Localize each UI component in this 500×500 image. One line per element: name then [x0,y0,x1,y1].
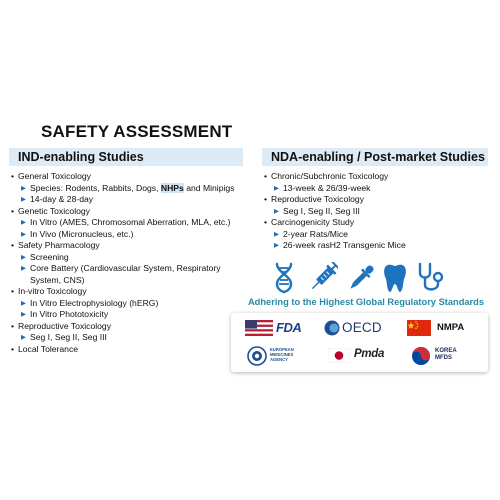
study-category: • General Toxicology [11,171,243,183]
study-detail [11,252,243,264]
study-icons [270,262,450,296]
study-detail [11,194,243,206]
regulatory-standards-title: Adhering to the Highest Global Regulatory Standards [247,297,485,307]
study-category: • Local Tolerance [11,344,243,356]
study-detail-text: 13-week & 26/39-week [283,182,371,193]
study-detail-text: Seg I, Seg II, Seg III [283,205,360,216]
study-detail-text: In Vitro (AMES, Chromosomal Aberration, MLA, etc.) [30,217,231,227]
triangle-bullet-icon: ▶ [21,334,26,341]
study-detail-text: Seg I, Seg II, Seg III [30,332,107,342]
study-category: • Reproductive Toxicology [11,321,243,333]
study-detail-text: Species: Rodents, Rabbits, Dogs, [30,182,161,193]
study-detail-text: 14-day & 28-day [30,194,94,204]
oecd-globe-icon [324,320,340,336]
study-detail-text: 2-year Rats/Mice [283,228,348,239]
ind-studies-list [11,171,243,355]
triangle-bullet-icon: ▶ [21,184,26,192]
triangle-bullet-icon: ▶ [21,311,26,318]
highlighted-species: NHPs [160,182,184,193]
ind-studies-header: IND-enabling Studies [9,148,243,166]
china-flag-icon [407,320,431,336]
nmpa-logo [407,320,481,336]
triangle-bullet-icon: ▶ [274,242,279,249]
triangle-bullet-icon: ▶ [274,230,279,238]
dropper-icon [348,262,374,294]
regulatory-logos-panel [231,313,488,372]
triangle-bullet-icon: ▶ [21,253,26,261]
study-detail [11,229,243,241]
japan-flag-icon [328,348,350,363]
korea-emblem-icon [411,346,431,366]
syringe-icon [308,262,338,294]
study-detail [11,332,243,344]
triangle-bullet-icon: ▶ [274,184,279,192]
study-detail-text-after: and Minipigs [183,182,235,193]
nda-studies-list [264,171,490,252]
triangle-bullet-icon: ▶ [21,196,26,203]
study-detail-text: In Vitro Phototoxicity [30,309,109,319]
nmpa-text: NMPA [437,322,465,333]
ema-text-line-3: AGENCY [270,357,288,363]
triangle-bullet-icon: ▶ [21,219,26,226]
ema-logo [247,345,307,367]
study-detail [264,229,490,241]
study-detail [264,240,490,252]
mfds-text-line-2: MFDS [435,355,452,361]
pmda-text: Pmda [354,348,385,360]
oecd-logo [324,319,396,337]
study-detail [11,309,243,321]
study-detail [264,206,490,218]
fda-logo [245,320,307,336]
triangle-bullet-icon: ▶ [21,299,26,307]
ema-text-line-1: EUROPEAN [270,347,294,352]
study-category: • In-vitro Toxicology [11,286,243,298]
study-category: • Carcinogenicity Study [264,217,490,229]
study-detail [11,183,243,195]
triangle-bullet-icon: ▶ [21,230,26,238]
study-category: • Reproductive Toxicology [264,194,490,206]
tooth-icon [382,262,408,294]
mfds-logo [411,345,475,367]
study-category: • Chronic/Subchronic Toxicology [264,171,490,183]
triangle-bullet-icon: ▶ [21,265,26,272]
study-detail-text: In Vivo (Micronucleus, etc.) [30,228,134,239]
study-detail [11,298,243,310]
pmda-logo [328,348,403,364]
nda-studies-header: NDA-enabling / Post-market Studies [262,148,488,166]
us-flag-icon [245,320,273,336]
study-detail-continuation: System, CNS) [30,274,85,285]
study-detail-text: In Vitro Electrophysiology (hERG) [30,297,159,308]
fda-text: FDA [276,320,302,335]
stethoscope-icon [416,262,446,294]
study-category: • Safety Pharmacology [11,240,243,252]
mfds-text-line-1: KOREA [435,348,457,354]
triangle-bullet-icon: ▶ [274,207,279,215]
oecd-text: OECD [342,320,382,335]
study-category: • Genetic Toxicology [11,206,243,218]
study-detail [11,263,243,275]
page-title: SAFETY ASSESSMENT [41,122,233,141]
study-detail [11,217,243,229]
ema-emblem-icon [247,346,267,366]
study-detail [264,183,490,195]
ema-text-line-2: MEDICINES [270,352,294,358]
dna-icon [272,262,296,294]
study-detail-text: Screening [30,251,69,262]
study-detail-text: Core Battery (Cardiovascular System, Respiratory [30,263,221,273]
study-detail-text: 26-week rasH2 Transgenic Mice [283,240,406,250]
